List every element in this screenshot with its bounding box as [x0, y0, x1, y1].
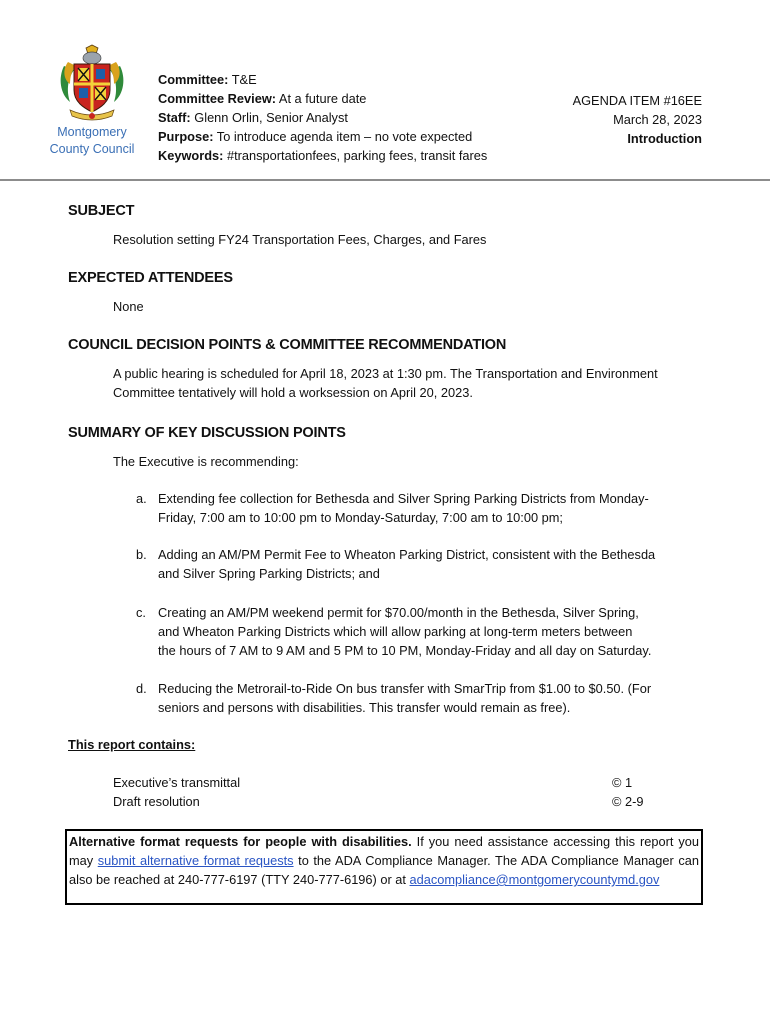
list-item	[136, 603, 716, 660]
keywords-line	[158, 146, 487, 165]
agenda-date: March 28, 2023	[613, 112, 702, 127]
report-contents-heading: This report contains:	[68, 737, 196, 752]
purpose-line	[158, 127, 487, 146]
contents-pages: © 2-9	[612, 794, 644, 809]
notice-text-2: to the ADA Compliance Manager. The ADA Compliance Manager can also be reached at 240-777-6197 (TTY 240-777-6196) or at	[69, 853, 700, 887]
contents-pages: © 1	[612, 775, 633, 790]
agenda-item-number: AGENDA ITEM #16EE	[572, 93, 702, 108]
attendees-text: None	[113, 299, 144, 314]
list-item-line: Creating an AM/PM weekend permit for $70.00/month in the Bethesda, Silver Spring,	[158, 605, 639, 620]
list-item-line: seniors and persons with disabilities. This transfer would remain as free).	[158, 700, 571, 715]
summary-heading: SUMMARY OF KEY DISCUSSION POINTS	[68, 425, 346, 441]
header-divider	[0, 179, 770, 181]
decision-text	[113, 364, 658, 402]
review-label: Committee Review:	[158, 91, 277, 106]
contents-label: Executive’s transmittal	[113, 775, 241, 790]
ada-email-link[interactable]: adacompliance@montgomerycountymd.gov	[409, 872, 660, 887]
decision-heading: COUNCIL DECISION POINTS & COMMITTEE RECOMMENDATION	[68, 337, 507, 353]
contents-row	[113, 773, 663, 792]
list-item-line: Friday, 7:00 am to 10:00 pm to Monday-Saturday, 7:00 am to 10:00 pm;	[158, 510, 563, 525]
review-line	[158, 89, 487, 108]
staff-value: Glenn Orlin, Senior Analyst	[194, 110, 348, 125]
purpose-value: To introduce agenda item – no vote expected	[216, 129, 473, 144]
organization-name-line2: County Council	[49, 142, 135, 156]
list-item-line: and Wheaton Parking Districts which will allow parking at long-term meters between	[158, 624, 633, 639]
purpose-label: Purpose:	[158, 129, 214, 144]
notice-lead: Alternative format requests for people with disabilities.	[69, 834, 412, 849]
list-item-line: and Silver Spring Parking Districts; and	[158, 566, 380, 581]
contents-row	[113, 792, 663, 811]
county-seal-logo	[56, 44, 128, 122]
list-marker: d.	[136, 681, 147, 696]
subject-text: Resolution setting FY24 Transportation Fees, Charges, and Fares	[113, 232, 487, 247]
list-item	[136, 679, 716, 717]
organization-name-line1: Montgomery	[57, 125, 127, 139]
list-item-line: Reducing the Metrorail-to-Ride On bus transfer with SmarTrip from $1.00 to $0.50. (For	[158, 681, 652, 696]
agenda-info	[573, 91, 702, 148]
staff-line	[158, 108, 487, 127]
list-item	[136, 489, 716, 527]
staff-label: Staff:	[158, 110, 191, 125]
accessibility-notice	[65, 829, 703, 905]
summary-intro: The Executive is recommending:	[113, 454, 299, 469]
decision-line-1: A public hearing is scheduled for April 18, 2023 at 1:30 pm. The Transportation and Environment	[113, 366, 658, 381]
list-marker: b.	[136, 547, 147, 562]
committee-label: Committee:	[158, 72, 229, 87]
committee-value: T&E	[231, 72, 257, 87]
keywords-label: Keywords:	[158, 148, 224, 163]
list-item-line: Adding an AM/PM Permit Fee to Wheaton Parking District, consistent with the Bethesda	[158, 547, 656, 562]
alternative-format-link[interactable]: submit alternative format requests	[97, 853, 294, 868]
list-marker: a.	[136, 491, 147, 506]
agenda-type: Introduction	[627, 131, 702, 146]
review-value: At a future date	[278, 91, 367, 106]
list-item-line: the hours of 7 AM to 9 AM and 5 PM to 10 PM, Monday-Friday and all day on Saturday.	[158, 643, 652, 658]
list-item-line: Extending fee collection for Bethesda and Silver Spring Parking Districts from Monday-	[158, 491, 649, 506]
notice-text-1: If you need assistance accessing this report you may	[69, 834, 700, 868]
list-item	[136, 545, 716, 583]
attendees-heading: EXPECTED ATTENDEES	[68, 270, 233, 286]
committee-meta	[158, 70, 487, 165]
contents-label: Draft resolution	[113, 794, 200, 809]
decision-line-2: Committee tentatively will hold a worksession on April 20, 2023.	[113, 385, 473, 400]
subject-heading: SUBJECT	[68, 203, 135, 219]
organization-name	[42, 124, 142, 158]
keywords-value: #transportationfees, parking fees, transit fares	[226, 148, 488, 163]
committee-line	[158, 70, 487, 89]
list-marker: c.	[136, 605, 146, 620]
